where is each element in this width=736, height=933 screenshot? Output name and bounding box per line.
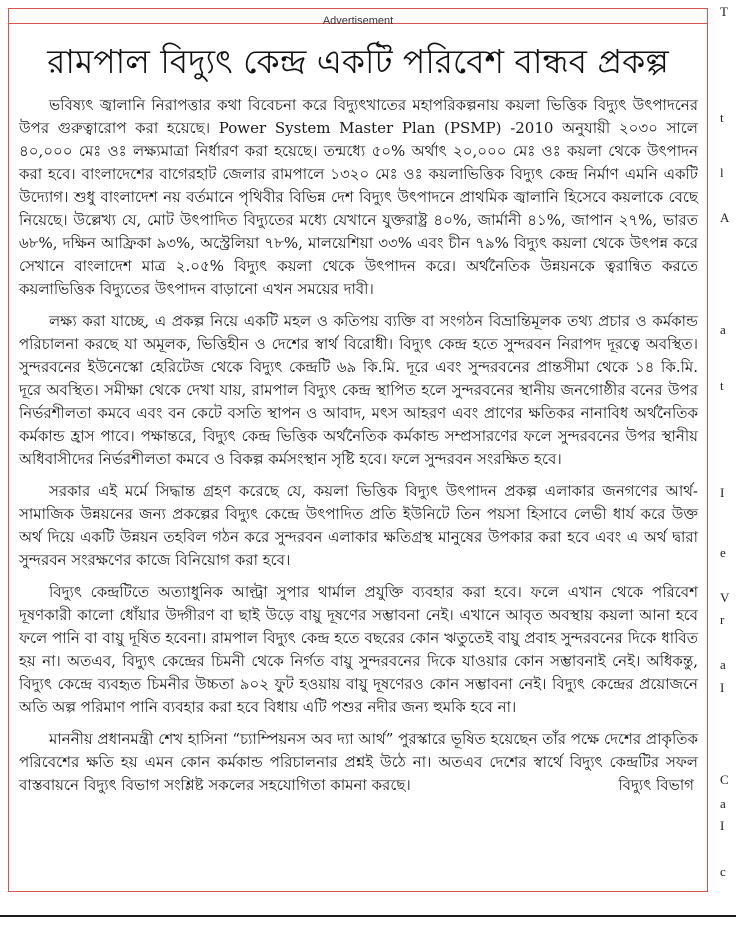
paragraph-2: লক্ষ্য করা যাচ্ছে, এ প্রকল্প নিয়ে একটি মহল ও কতিপয় ব্যক্তি বা সংগঠন বিভ্রান্তিমূলক তথ্য প্রচার ও কর্মকান্ড পরিচালনা করছে যা অমূলক, ভিত্তিহীন ও দেশের স্বার্থ বিরোধী। বিদ্যুৎ কেন্দ্র হতে সুন্দরবন নিরাপদ দূরত্বে অবস্থিত। সুন্দরবনের ইউনেস্কো হেরিটেজ থেকে বিদ্যুৎ কেন্দ্রটি ৬৯ কি.মি. দূরে এবং সুন্দরবনের প্রান্তসীমা থেকে ১৪ কি.মি. দূরে অবস্থিত। সমীক্ষা থেকে দেখা যায়, রামপাল বিদ্যুৎ কেন্দ্র স্থাপিত হলে সুন্দরবনের স্থানীয় জনগোষ্ঠীর বনের উপর নির্ভরশীলতা কমবে এবং বন কেটে বসতি স্থাপন ও আবাদ, মৎস আহরণ এবং প্রাণের ক্ষতিকর নানাবিধ অর্থনৈতিক কর্মকান্ড হ্রাস পাবে। পক্ষান্তরে, বিদ্যুৎ কেন্দ্র ভিত্তিক অর্থনৈতিক কর্মকান্ড সম্প্রসারণের ফলে সুন্দরবনের উপর স্থানীয় অধিবাসীদের নির্ভরশীলতা কমবে ও বিকল্প কর্মসংস্থান সৃষ্টি হবে। ফলে সুন্দরবন সংরক্ষিত হবে।	[19, 312, 698, 468]
fragment-char: A	[720, 210, 730, 225]
fragment-char: e	[720, 545, 726, 560]
fragment-char: t	[720, 378, 724, 393]
fragment-char: l	[720, 165, 724, 180]
fragment-char: T	[720, 4, 728, 19]
paragraph-4: বিদ্যুৎ কেন্দ্রটিতে অত্যাধুনিক আল্ট্রা সুপার থার্মাল প্রযুক্তি ব্যবহার করা হবে। ফলে এখান থেকে পরিবেশ দূষণকারী কালো ধোঁয়ার উদ্গীরণ বা ছাই উড়ে বায়ু দূষণের সম্ভাবনা নেই। এখানে আবৃত অবস্থায় কয়লা আনা হবে ফলে পানি বা বায়ু দূষিত হবেনা। রামপাল বিদ্যুৎ কেন্দ্র হতে বছরের কোন ঋতুতেই বায়ু প্রবাহ সুন্দরবনের দিকে ধাবিত হয় না। অতএব, বিদ্যুৎ কেন্দ্রের চিমনী থেকে নির্গত বায়ু সুন্দরবনের দিকে যাওয়ার কোন সম্ভাবনাই নেই। অধিকন্তু, বিদ্যুৎ কেন্দ্রে ব্যবহৃত চিমনীর উচ্চতা ৯০২ ফুট হওয়ায় বায়ু দূষণেরও কোন সম্ভাবনা নেই। বিদ্যুৎ কেন্দ্রের প্রয়োজনে অতি অল্প পরিমাণ পানি ব্যবহার করা হবে বিধায় এটি পশুর নদীর জন্য হুমকি হবে না।	[19, 583, 698, 716]
fragment-char: r	[720, 612, 725, 627]
fragment-char: I	[720, 485, 725, 500]
headline: রামপাল বিদ্যুৎ কেন্দ্র একটি পরিবেশ বান্ধব প্রকল্প	[47, 42, 669, 81]
paragraph-3: সরকার এই মর্মে সিদ্ধান্ত গ্রহণ করেছে যে, কয়লা ভিত্তিক বিদ্যুৎ উৎপাদন প্রকল্প এলাকার জনগণের আর্থ-সামাজিক উন্নয়নের জন্য প্রকল্পের বিদ্যুৎ কেন্দ্রে উৎপাদিত প্রতি ইউনিটে তিন পয়সা হিসাবে লেভী ধার্য করে উক্ত অর্থ দিয়ে একটি উন্নয়ন তহবিল গঠন করে সুন্দরবন এলাকার ক্ষতিগ্রস্থ মানুষের উপকার করা হবে এবং এ অর্থ দ্বারা সুন্দরবন সংরক্ষণের কাজে বিনিয়োগ করা হবে।	[19, 482, 698, 569]
fragment-char: a	[720, 796, 726, 811]
advertisement-box	[8, 8, 708, 892]
fragment-char: a	[720, 322, 726, 337]
article-body	[9, 94, 707, 797]
ad-label-bar	[9, 9, 707, 27]
paragraph-1: ভবিষ্যৎ জ্বালানি নিরাপত্তার কথা বিবেচনা করে বিদ্যুৎখাতের মহাপরিকল্পনায় কয়লা ভিত্তিক বিদ্যুৎ উৎপাদনের উপর গুরুত্বারোপ করা হয়েছে। Power System Master Plan (PSMP) -2010 অনুযায়ী ২০৩০ সালে ৪০,০০০ মেঃ ওঃ লক্ষ্যমাত্রা নির্ধারণ করা হয়েছে। তন্মধ্যে ৫০% অর্থাৎ ২০,০০০ মেঃ ওঃ কয়লা থেকে উৎপাদন করা হবে। বাংলাদেশের বাগেরহাট জেলার রামপালে ১৩২০ মেঃ ওঃ কয়লাভিত্তিক বিদ্যুৎ কেন্দ্র নির্মাণ এমনি একটি উদ্যোগ। শুধু বাংলাদেশ নয় বর্তমানে পৃথিবীর বিভিন্ন দেশ বিদ্যুৎ উৎপাদনে প্রাথমিক জ্বালানি হিসেবে কয়লাকে বেছে নিয়েছে। উল্লেখ্য যে, মোট উৎপাদিত বিদ্যুতের মধ্যে যেখানে যুক্তরাষ্ট্র ৪০%, জার্মানী ৪১%, জাপান ২৭%, ভারত ৬৮%, দক্ষিন আফ্রিকা ৯৩%, অস্ট্রেলিয়া ৭৮%, মালয়েশিয়া ৩৩% এবং চীন ৭৯% বিদ্যুৎ কয়লা থেকে উৎপন্ন করে সেখানে বাংলাদেশ মাত্র ২.০৫% বিদ্যুৎ কয়লা থেকে উৎপাদন করে। অর্থনৈতিক উন্নয়নকে ত্বরান্বিত করতে কয়লাভিত্তিক বিদ্যুতের উৎপাদন বাড়ানো এখন সময়ের দাবী।	[19, 96, 698, 298]
fragment-char: V	[720, 590, 730, 605]
adjacent-column-fragment	[712, 0, 736, 915]
page-divider	[0, 915, 736, 917]
paragraph-5: মাননীয় প্রধানমন্ত্রী শেখ হাসিনা “চ্যাম্পিয়নস অব দ্যা আর্থ” পুরস্কারে ভূষিত হয়েছেন তাঁর পক্ষে দেশের প্রাকৃতিক পরিবেশের ক্ষতি হয় এমন কোন কর্মকান্ড পরিচালনার প্রশ্নই উঠে না। অতএব দেশের স্বার্থে বিদ্যুৎ কেন্দ্রটির সফল বাস্তবায়নে বিদ্যুৎ বিভাগ সংশ্লিষ্ট সকলের সহযোগিতা কামনা করছে।	[19, 730, 698, 794]
ad-label: Advertisement	[322, 15, 394, 27]
fragment-char: t	[720, 110, 724, 125]
fragment-char: I	[720, 680, 725, 695]
fragment-char: C	[720, 772, 729, 787]
fragment-char: I	[720, 818, 725, 833]
signature: বিদ্যুৎ বিভাগ	[618, 776, 694, 794]
fragment-char: c	[720, 864, 726, 879]
fragment-char: a	[720, 657, 726, 672]
